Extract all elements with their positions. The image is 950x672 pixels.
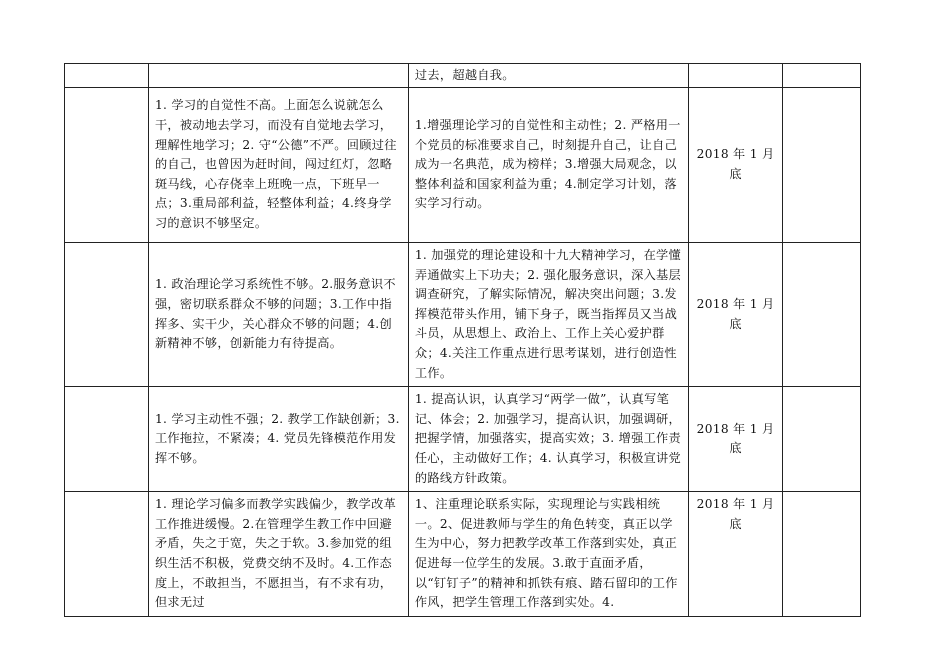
- table-row: [65, 243, 861, 387]
- table-cell-measure: 过去，超越自我。: [408, 64, 688, 88]
- table-cell-problem: [148, 64, 408, 88]
- table-row: [65, 387, 861, 492]
- table-cell-problem: 1. 理论学习偏多而教学实践偏少，教学改革工作推进缓慢。2.在管理学生教工作中回避矛盾，失之于宽，失之于软。3.参加党的组织生活不积极，党费交纳不及时。4.工作态度上，不敢担当，不愿担当，有不求有功，但求无过: [148, 492, 408, 617]
- table-cell-note: [783, 243, 861, 387]
- table-cell-name: [65, 492, 149, 617]
- table-cell-measure: 1. 加强党的理论建设和十九大精神学习，在学懂弄通做实上下功夫；2. 强化服务意识，深入基层调查研究，了解实际情况，解决突出问题；3.发挥模范带头作用，铺下身子，既当指挥员又当战斗员，从思想上、政治上、工作上关心爱护群众；4.关注工作重点进行思考谋划，进行创造性工作。: [408, 243, 688, 387]
- table-cell-measure: 1.增强理论学习的自觉性和主动性；2. 严格用一个党员的标准要求自己，时刻提升自己，让自己成为一名典范，成为榜样；3.增强大局观念，以整体利益和国家利益为重；4.制定学习计划，落实学习行动。: [408, 88, 688, 243]
- table-cell-note: [783, 88, 861, 243]
- table-cell-note: [783, 492, 861, 617]
- table-cell-name: [65, 243, 149, 387]
- table-cell-problem: 1. 学习主动性不强；2. 教学工作缺创新；3. 工作拖拉，不紧凑；4. 党员先锋模范作用发挥不够。: [148, 387, 408, 492]
- table-cell-name: [65, 88, 149, 243]
- table-cell-deadline: 2018 年 1 月底: [689, 387, 783, 492]
- table-cell-note: [783, 64, 861, 88]
- table-cell-deadline: 2018 年 1 月底: [689, 243, 783, 387]
- table-cell-measure: 1. 提高认识，认真学习“两学一做”，认真写笔记、体会；2. 加强学习，提高认识，加强调研，把握学情，加强落实，提高实效；3. 增强工作责任心，主动做好工作；4. 认真学习，积极宣讲党的路线方针政策。: [408, 387, 688, 492]
- table-row: [65, 492, 861, 617]
- table-cell-name: [65, 387, 149, 492]
- table-row: [65, 88, 861, 243]
- table-cell-problem: 1. 政治理论学习系统性不够。2.服务意识不强，密切联系群众不够的问题；3.工作中指挥多、实干少，关心群众不够的问题；4.创新精神不够，创新能力有待提高。: [148, 243, 408, 387]
- table-cell-problem: 1. 学习的自觉性不高。上面怎么说就怎么干，被动地去学习，而没有自觉地去学习，理解性地学习；2. 守“公德”不严。回顾过往的自己，也曾因为赶时间，闯过红灯，忽略斑马线，心存侥幸上班晚一点，下班早一点；3.重局部利益，轻整体利益；4.终身学习的意识不够坚定。: [148, 88, 408, 243]
- table-cell-deadline: 2018 年 1 月底: [689, 492, 783, 617]
- table-cell-deadline: 2018 年 1 月底: [689, 88, 783, 243]
- table-cell-deadline: [689, 64, 783, 88]
- rectification-table: [64, 63, 861, 617]
- table-row: [65, 64, 861, 88]
- table-cell-name: [65, 64, 149, 88]
- table-cell-note: [783, 387, 861, 492]
- table-cell-measure: 1、注重理论联系实际，实现理论与实践相统一。2、促进教师与学生的角色转变，真正以学生为中心，努力把教学改革工作落到实处，真正促进每一位学生的发展。3.敢于直面矛盾，以“钉钉子”的精神和抓铁有痕、踏石留印的工作作风，把学生管理工作落到实处。4.: [408, 492, 688, 617]
